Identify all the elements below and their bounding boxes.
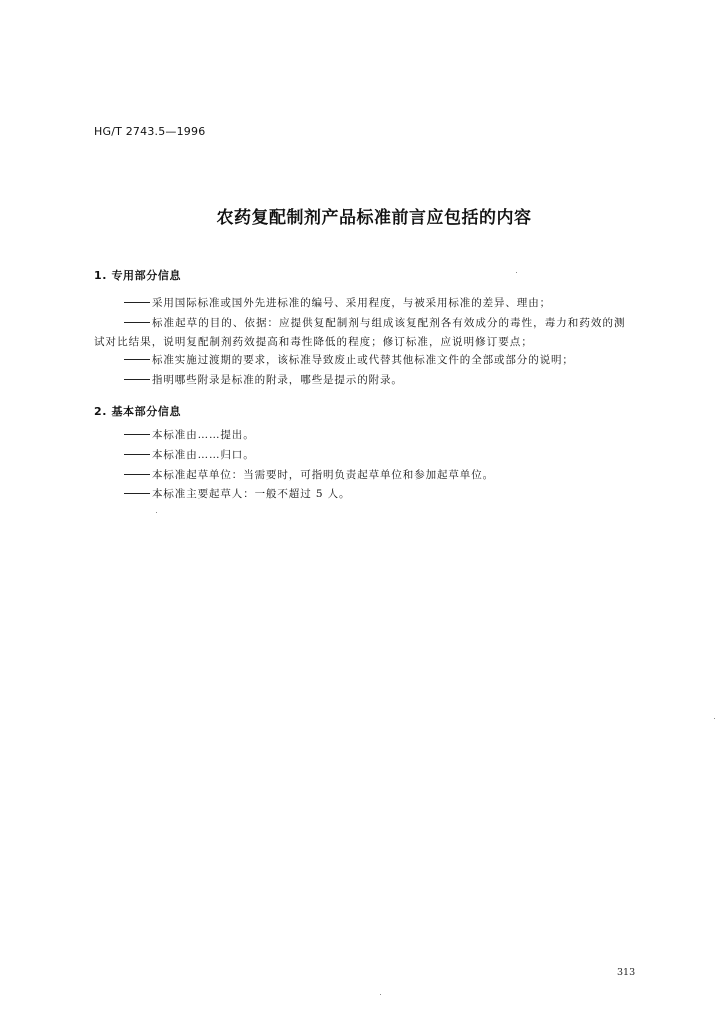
list-item-text: 本标准由……归口。 <box>152 449 255 461</box>
em-dash-marker <box>124 474 150 475</box>
list-item <box>124 373 403 387</box>
list-item-text: 本标准起草单位：当需要时，可指明负责起草单位和参加起草单位。 <box>152 469 494 481</box>
list-item-text: 本标准由……提出。 <box>152 429 255 441</box>
em-dash-marker <box>124 493 150 494</box>
list-item <box>124 316 626 330</box>
em-dash-marker <box>124 322 150 323</box>
list-item-continuation <box>94 335 533 349</box>
list-item <box>124 487 350 501</box>
scan-speck <box>380 994 381 995</box>
list-item <box>124 448 255 462</box>
list-item <box>124 468 494 482</box>
em-dash-marker <box>124 454 150 455</box>
section-heading-specific-info: 1. 专用部分信息 <box>94 269 182 282</box>
list-item <box>124 296 551 310</box>
scan-speck <box>156 512 157 513</box>
em-dash-marker <box>124 359 150 360</box>
list-item-text: 本标准主要起草人：一般不超过 5 人。 <box>152 488 351 500</box>
em-dash-marker <box>124 434 150 435</box>
list-item <box>124 428 255 442</box>
page-number: 313 <box>617 967 636 978</box>
list-item-text: 试对比结果，说明复配制剂药效提高和毒性降低的程度；修订标准，应说明修订要点； <box>94 336 533 348</box>
scan-speck <box>714 718 715 719</box>
list-item-text: 标准实施过渡期的要求，该标准导致废止或代替其他标准文件的全部或部分的说明； <box>152 354 574 366</box>
document-title: 农药复配制剂产品标准前言应包括的内容 <box>216 208 532 228</box>
list-item-text: 标准起草的目的、依据：应提供复配制剂与组成该复配剂各有效成分的毒性，毒力和药效的测 <box>152 317 626 329</box>
section-heading-basic-info: 2. 基本部分信息 <box>94 405 182 418</box>
em-dash-marker <box>124 379 150 380</box>
standard-code: HG/T 2743.5—1996 <box>94 125 206 138</box>
list-item <box>124 353 574 367</box>
list-item-text: 指明哪些附录是标准的附录，哪些是提示的附录。 <box>152 374 403 386</box>
em-dash-marker <box>124 302 150 303</box>
list-item-text: 采用国际标准或国外先进标准的编号、采用程度，与被采用标准的差异、理由； <box>152 297 551 309</box>
scan-speck <box>516 272 517 273</box>
